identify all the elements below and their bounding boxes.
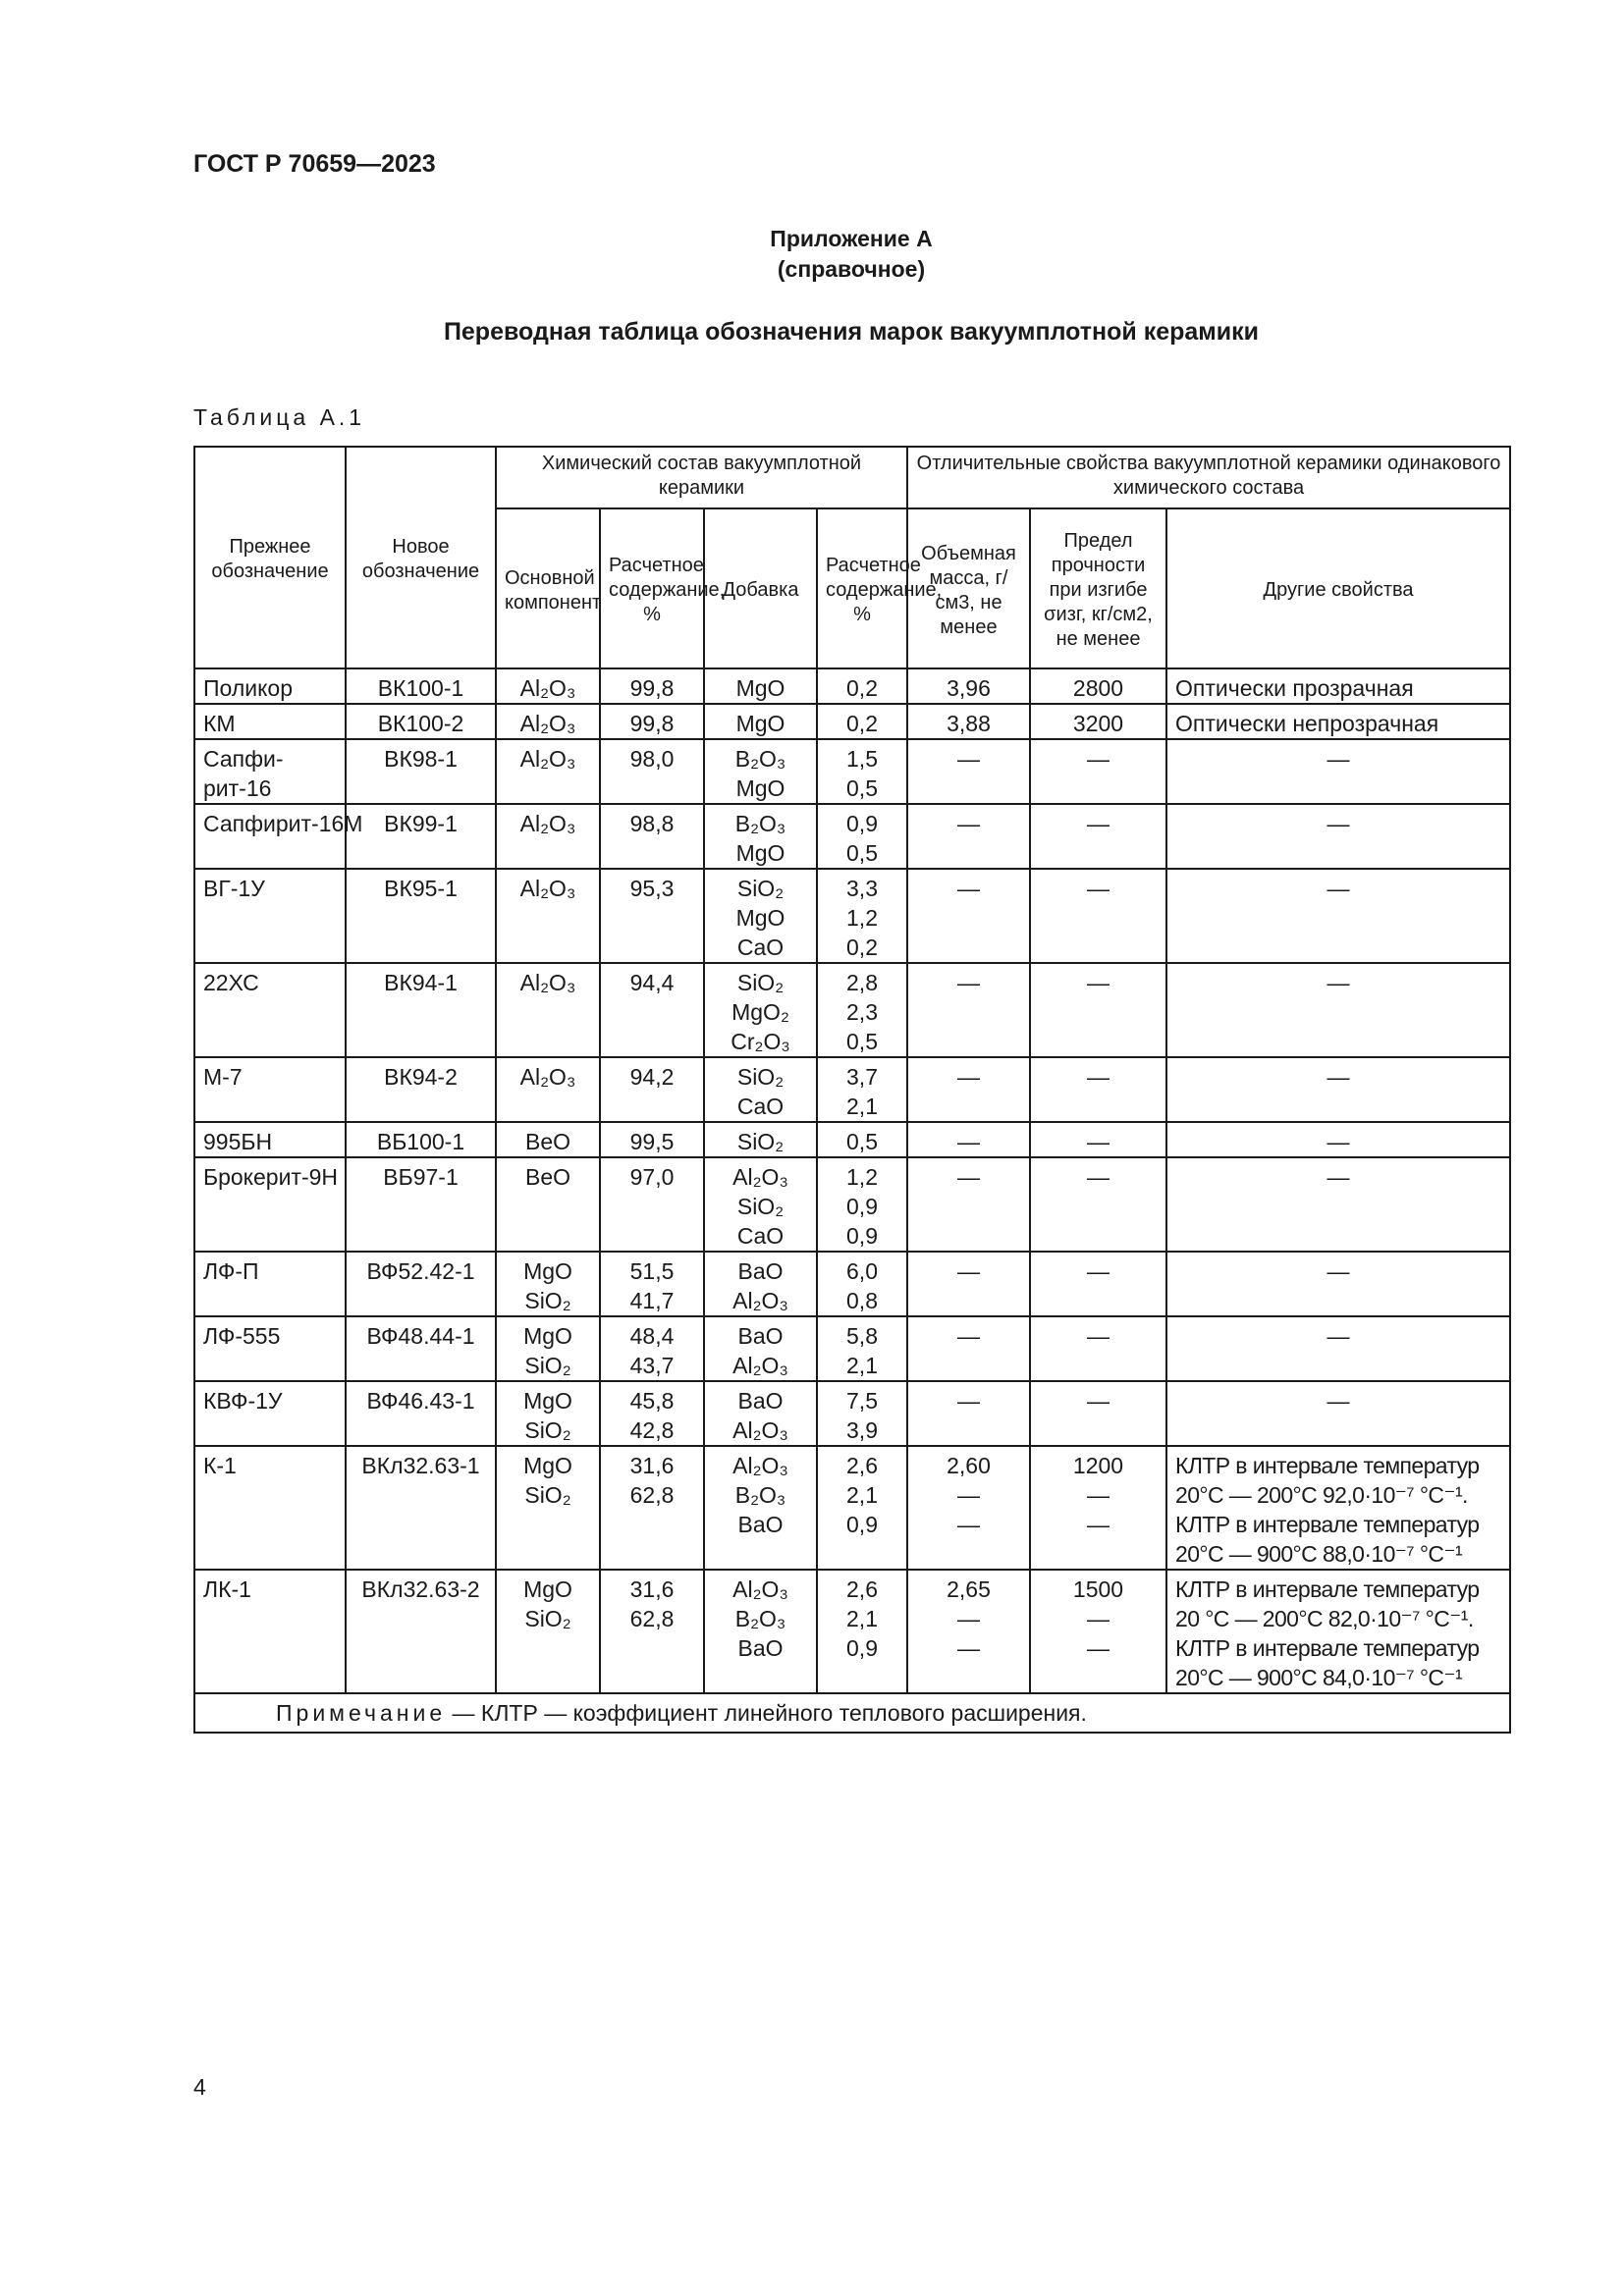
table-row <box>194 1316 1510 1381</box>
cell-density <box>907 1316 1030 1381</box>
cell-additive <box>704 1381 817 1446</box>
cell-additive-pct <box>817 1570 907 1693</box>
cell-base-line: MgO <box>523 1258 572 1284</box>
cell-additive-pct <box>817 1122 907 1157</box>
cell-density <box>907 804 1030 869</box>
cell-base-pct <box>600 1057 704 1122</box>
cell-base-pct <box>600 1570 704 1693</box>
cell-additive-pct-line: 3,7 <box>846 1064 878 1090</box>
cell-additive-line: B₂O₃ <box>734 1482 786 1508</box>
cell-strength-line: — <box>1087 1635 1110 1661</box>
cell-additive <box>704 1570 817 1693</box>
cell-additive-line: Al₂O₃ <box>732 1453 788 1478</box>
cell-strength-line: 1500 <box>1072 1576 1124 1602</box>
cell-additive <box>704 1057 817 1122</box>
cell-additive-pct <box>817 704 907 739</box>
cell-additive <box>704 739 817 804</box>
cell-additive-pct-line: 0,9 <box>846 1194 878 1219</box>
cell-other: — <box>1166 1057 1510 1122</box>
cell-old: КВФ-1У <box>194 1381 346 1446</box>
cell-strength-line: 1200 <box>1072 1453 1124 1478</box>
cell-additive-pct <box>817 1316 907 1381</box>
cell-strength <box>1030 739 1166 804</box>
cell-new: ВКл32.63-1 <box>346 1446 496 1570</box>
cell-base-pct-line: 43,7 <box>629 1353 675 1378</box>
cell-other: — <box>1166 1252 1510 1316</box>
cell-density <box>907 1157 1030 1252</box>
cell-strength <box>1030 963 1166 1057</box>
cell-additive <box>704 1446 817 1570</box>
cell-new: ВК94-2 <box>346 1057 496 1122</box>
cell-additive-line: Al₂O₃ <box>732 1353 788 1378</box>
cell-base-pct <box>600 739 704 804</box>
table-note <box>194 1693 1510 1733</box>
cell-additive-pct-line: 0,2 <box>846 711 878 736</box>
cell-additive <box>704 1316 817 1381</box>
cell-base <box>496 1252 600 1316</box>
cell-additive-pct <box>817 668 907 704</box>
cell-old: Сапфирит-16М <box>194 804 346 869</box>
col-other-properties: Другие свойства <box>1166 508 1510 668</box>
cell-base-pct-line: 51,5 <box>629 1258 675 1284</box>
cell-base-pct <box>600 668 704 704</box>
cell-base-pct-line: 42,8 <box>629 1417 675 1443</box>
table-row <box>194 1381 1510 1446</box>
table-row <box>194 804 1510 869</box>
page-title: Переводная таблица обозначения марок вакуумплотной керамики <box>443 318 1260 346</box>
cell-additive-pct-line: 0,5 <box>846 840 878 866</box>
cell-density-line: — <box>957 876 981 901</box>
cell-base-pct-line: 45,8 <box>629 1388 675 1414</box>
cell-additive-pct-line: 0,8 <box>846 1288 878 1313</box>
cell-additive-line: Al₂O₃ <box>732 1417 788 1443</box>
cell-strength <box>1030 1446 1166 1570</box>
cell-strength <box>1030 1570 1166 1693</box>
cell-base <box>496 739 600 804</box>
cell-additive-line: SiO₂ <box>736 876 785 901</box>
cell-density-line: 2,60 <box>947 1453 991 1478</box>
cell-density-line: — <box>957 1129 981 1154</box>
cell-strength-line: — <box>1087 811 1110 836</box>
cell-additive-pct <box>817 869 907 963</box>
cell-base <box>496 1570 600 1693</box>
cell-new: ВБ100-1 <box>346 1122 496 1157</box>
cell-density-line: 3,88 <box>947 711 991 736</box>
cell-base <box>496 704 600 739</box>
cell-strength <box>1030 668 1166 704</box>
cell-base-pct-line: 48,4 <box>629 1323 675 1349</box>
cell-density <box>907 963 1030 1057</box>
cell-base-line: SiO₂ <box>524 1606 571 1631</box>
cell-strength <box>1030 804 1166 869</box>
cell-new: ВФ46.43-1 <box>346 1381 496 1446</box>
cell-base-pct-line: 99,8 <box>629 675 675 701</box>
table-row <box>194 1157 1510 1252</box>
cell-additive-pct-line: 1,2 <box>846 1164 878 1190</box>
table-row <box>194 1057 1510 1122</box>
cell-strength-line: — <box>1087 746 1110 772</box>
cell-base-pct <box>600 704 704 739</box>
table-row <box>194 1252 1510 1316</box>
cell-base-line: MgO <box>523 1576 572 1602</box>
cell-old: ЛК-1 <box>194 1570 346 1693</box>
cell-other: — <box>1166 804 1510 869</box>
cell-additive-line: MgO <box>735 905 785 931</box>
cell-density <box>907 704 1030 739</box>
cell-additive-line: B₂O₃ <box>734 1606 786 1631</box>
cell-new: ВКл32.63-2 <box>346 1570 496 1693</box>
cell-additive-line: MgO <box>735 840 785 866</box>
cell-base-line: SiO₂ <box>524 1288 571 1313</box>
cell-new: ВК99-1 <box>346 804 496 869</box>
cell-base-line: MgO <box>523 1323 572 1349</box>
cell-other: — <box>1166 1157 1510 1252</box>
cell-strength-line: — <box>1087 1164 1110 1190</box>
cell-base-line: SiO₂ <box>524 1482 571 1508</box>
cell-strength <box>1030 1252 1166 1316</box>
table-row <box>194 704 1510 739</box>
cell-base-pct <box>600 1316 704 1381</box>
cell-strength-line: — <box>1087 1512 1110 1537</box>
cell-base-line: SiO₂ <box>524 1353 571 1378</box>
cell-strength-line: 3200 <box>1072 711 1124 736</box>
cell-new: ВБ97-1 <box>346 1157 496 1252</box>
cell-base <box>496 1057 600 1122</box>
cell-base-line: Al₂O₃ <box>519 711 576 736</box>
cell-new: ВК100-1 <box>346 668 496 704</box>
cell-other: КЛТР в интервале температур 20 °C — 200°C 82,0·10⁻⁷ °C⁻¹. КЛТР в интервале температур 20°C — 900°C 84,0·10⁻⁷ °C⁻¹ <box>1166 1570 1510 1693</box>
cell-additive-line: CaO <box>736 1094 785 1119</box>
cell-base-pct-line: 97,0 <box>629 1164 675 1190</box>
cell-additive <box>704 963 817 1057</box>
cell-base-pct-line: 99,8 <box>629 711 675 736</box>
cell-base-pct-line: 94,4 <box>629 970 675 995</box>
cell-base-line: MgO <box>523 1453 572 1478</box>
table-row <box>194 963 1510 1057</box>
col-calc-content: Расчетное содержание, % <box>600 508 704 668</box>
cell-additive-pct-line: 0,5 <box>846 775 878 801</box>
cell-strength-line: — <box>1087 876 1110 901</box>
cell-density-line: — <box>957 1323 981 1349</box>
cell-new: ВФ48.44-1 <box>346 1316 496 1381</box>
cell-other: — <box>1166 869 1510 963</box>
cell-density-line: — <box>957 1635 981 1661</box>
cell-additive <box>704 869 817 963</box>
cell-strength <box>1030 1157 1166 1252</box>
cell-additive-pct-line: 0,2 <box>846 934 878 960</box>
cell-additive-line: Al₂O₃ <box>732 1164 788 1190</box>
cell-additive-line: MgO <box>735 711 785 736</box>
cell-additive <box>704 704 817 739</box>
cell-additive-line: CaO <box>736 934 785 960</box>
col-old-designation: Прежнее обозначение <box>194 447 346 668</box>
note-text: — КЛТР — коэффициент линейного теплового расширения. <box>452 1700 1087 1726</box>
cell-additive-line: Cr₂O₃ <box>731 1029 790 1054</box>
cell-base <box>496 1446 600 1570</box>
page-number: 4 <box>193 2074 206 2100</box>
table-row <box>194 869 1510 963</box>
col-density: Объемная масса, г/см3, не менее <box>907 508 1030 668</box>
cell-strength <box>1030 1122 1166 1157</box>
cell-additive-line: SiO₂ <box>736 970 785 995</box>
cell-base-line: BeO <box>524 1164 571 1190</box>
cell-old: КМ <box>194 704 346 739</box>
cell-density <box>907 1252 1030 1316</box>
cell-strength-line: — <box>1087 1064 1110 1090</box>
cell-base-line: Al₂O₃ <box>519 811 576 836</box>
cell-additive-pct <box>817 1252 907 1316</box>
cell-additive-line: SiO₂ <box>736 1194 785 1219</box>
col-additive-content: Расчетное содержание, % <box>817 508 907 668</box>
cell-base-pct-line: 95,3 <box>629 876 675 901</box>
cell-additive-pct <box>817 739 907 804</box>
col-main-component: Основной компонент <box>496 508 600 668</box>
cell-other: — <box>1166 963 1510 1057</box>
cell-other: Оптически прозрачная <box>1166 668 1510 704</box>
cell-base <box>496 1122 600 1157</box>
cell-base-pct-line: 41,7 <box>629 1288 675 1313</box>
cell-additive-line: SiO₂ <box>736 1129 785 1154</box>
cell-additive-pct-line: 6,0 <box>846 1258 878 1284</box>
cell-strength <box>1030 1316 1166 1381</box>
cell-additive <box>704 668 817 704</box>
appendix-type: (справочное) <box>777 256 926 282</box>
cell-base-pct <box>600 1381 704 1446</box>
cell-density-line: 3,96 <box>947 675 991 701</box>
cell-strength <box>1030 1057 1166 1122</box>
document-code: ГОСТ Р 70659—2023 <box>193 150 436 178</box>
cell-additive-pct-line: 2,3 <box>846 999 878 1025</box>
cell-additive-pct-line: 0,2 <box>846 675 878 701</box>
cell-base-line: BeO <box>524 1129 571 1154</box>
cell-strength-line: 2800 <box>1072 675 1124 701</box>
cell-new: ВК94-1 <box>346 963 496 1057</box>
cell-additive-line: BaO <box>737 1635 784 1661</box>
cell-additive-line: B₂O₃ <box>734 811 786 836</box>
cell-old: Брокерит-9Н <box>194 1157 346 1252</box>
cell-new: ВК100-2 <box>346 704 496 739</box>
cell-density <box>907 1446 1030 1570</box>
cell-additive <box>704 1122 817 1157</box>
cell-additive-pct <box>817 1446 907 1570</box>
cell-additive-pct <box>817 963 907 1057</box>
note-label: Примечание <box>276 1700 447 1726</box>
cell-density <box>907 739 1030 804</box>
cell-additive <box>704 804 817 869</box>
cell-base <box>496 1316 600 1381</box>
col-group-properties: Отличительные свойства вакуумплотной керамики одинакового химического состава <box>907 447 1510 508</box>
cell-additive-pct-line: 2,1 <box>846 1482 878 1508</box>
cell-base <box>496 869 600 963</box>
cell-base-pct-line: 99,5 <box>629 1129 675 1154</box>
cell-base-pct <box>600 1122 704 1157</box>
cell-strength <box>1030 704 1166 739</box>
col-additive: Добавка <box>704 508 817 668</box>
cell-additive-pct-line: 2,1 <box>846 1094 878 1119</box>
cell-base-line: Al₂O₃ <box>519 876 576 901</box>
cell-other: КЛТР в интервале температур 20°C — 200°C 92,0·10⁻⁷ °C⁻¹. КЛТР в интервале температур 20°C — 900°C 88,0·10⁻⁷ °C⁻¹ <box>1166 1446 1510 1570</box>
cell-additive-pct <box>817 1381 907 1446</box>
cell-density <box>907 1570 1030 1693</box>
cell-new: ВК98-1 <box>346 739 496 804</box>
table-row <box>194 668 1510 704</box>
cell-strength <box>1030 1381 1166 1446</box>
cell-base-pct-line: 98,8 <box>629 811 675 836</box>
cell-density <box>907 1122 1030 1157</box>
cell-additive <box>704 1252 817 1316</box>
cell-old: Сапфи-рит-16 <box>194 739 346 804</box>
cell-strength-line: — <box>1087 1606 1110 1631</box>
cell-strength-line: — <box>1087 970 1110 995</box>
cell-base-pct-line: 31,6 <box>629 1453 675 1478</box>
cell-density-line: — <box>957 811 981 836</box>
cell-additive-pct-line: 1,5 <box>846 746 878 772</box>
cell-base <box>496 804 600 869</box>
cell-additive-line: Al₂O₃ <box>732 1288 788 1313</box>
cell-additive-line: MgO <box>735 675 785 701</box>
cell-base-pct <box>600 804 704 869</box>
cell-strength-line: — <box>1087 1482 1110 1508</box>
cell-additive-line: Al₂O₃ <box>732 1576 788 1602</box>
cell-base-pct <box>600 1157 704 1252</box>
cell-density-line: — <box>957 1064 981 1090</box>
cell-density-line: — <box>957 746 981 772</box>
cell-additive-pct-line: 2,1 <box>846 1606 878 1631</box>
cell-base-pct-line: 31,6 <box>629 1576 675 1602</box>
cell-base-line: MgO <box>523 1388 572 1414</box>
cell-base-pct <box>600 869 704 963</box>
cell-density-line: 2,65 <box>947 1576 991 1602</box>
table-row <box>194 739 1510 804</box>
cell-additive-line: B₂O₃ <box>734 746 786 772</box>
cell-additive-pct-line: 7,5 <box>846 1388 878 1414</box>
cell-strength <box>1030 869 1166 963</box>
cell-base-line: Al₂O₃ <box>519 1064 576 1090</box>
cell-base-pct-line: 94,2 <box>629 1064 675 1090</box>
cell-base <box>496 1381 600 1446</box>
table-row <box>194 1446 1510 1570</box>
cell-base-pct-line: 62,8 <box>629 1482 675 1508</box>
cell-additive-pct-line: 2,8 <box>846 970 878 995</box>
cell-additive-line: BaO <box>737 1388 784 1414</box>
cell-base-pct <box>600 963 704 1057</box>
cell-additive-line: BaO <box>737 1258 784 1284</box>
cell-new: ВК95-1 <box>346 869 496 963</box>
cell-additive-pct-line: 0,9 <box>846 1635 878 1661</box>
cell-additive-pct-line: 2,1 <box>846 1353 878 1378</box>
cell-base-pct-line: 62,8 <box>629 1606 675 1631</box>
cell-density-line: — <box>957 1164 981 1190</box>
cell-base <box>496 963 600 1057</box>
cell-other: — <box>1166 1381 1510 1446</box>
cell-other: Оптически непрозрачная <box>1166 704 1510 739</box>
cell-old: ЛФ-555 <box>194 1316 346 1381</box>
cell-additive-line: BaO <box>737 1323 784 1349</box>
cell-additive-pct-line: 0,9 <box>846 811 878 836</box>
cell-base-line: SiO₂ <box>524 1417 571 1443</box>
cell-other: — <box>1166 1122 1510 1157</box>
cell-base-line: Al₂O₃ <box>519 746 576 772</box>
cell-density-line: — <box>957 970 981 995</box>
cell-additive-line: CaO <box>736 1223 785 1249</box>
col-group-chemical: Химический состав вакуумплотной керамики <box>496 447 907 508</box>
cell-additive-pct-line: 2,6 <box>846 1453 878 1478</box>
cell-base-pct <box>600 1252 704 1316</box>
cell-density <box>907 1057 1030 1122</box>
cell-old: ВГ-1У <box>194 869 346 963</box>
cell-base <box>496 668 600 704</box>
cell-density-line: — <box>957 1512 981 1537</box>
cell-new: ВФ52.42-1 <box>346 1252 496 1316</box>
cell-base-line: Al₂O₃ <box>519 675 576 701</box>
cell-additive-pct-line: 5,8 <box>846 1323 878 1349</box>
cell-additive-line: MgO <box>735 775 785 801</box>
cell-old: 995БН <box>194 1122 346 1157</box>
cell-additive-line: MgO₂ <box>731 999 789 1025</box>
cell-old: М-7 <box>194 1057 346 1122</box>
cell-strength-line: — <box>1087 1129 1110 1154</box>
cell-additive-pct-line: 0,9 <box>846 1512 878 1537</box>
table-row <box>194 1570 1510 1693</box>
cell-strength-line: — <box>1087 1388 1110 1414</box>
cell-density-line: — <box>957 1258 981 1284</box>
col-strength: Предел прочности при изгибе σизг, кг/см2, не менее <box>1030 508 1166 668</box>
cell-additive-pct-line: 0,9 <box>846 1223 878 1249</box>
cell-base-pct <box>600 1446 704 1570</box>
cell-additive-pct-line: 0,5 <box>846 1029 878 1054</box>
cell-additive <box>704 1157 817 1252</box>
cell-additive-pct <box>817 804 907 869</box>
cell-additive-pct-line: 1,2 <box>846 905 878 931</box>
cell-additive-line: BaO <box>737 1512 784 1537</box>
cell-base-pct-line: 98,0 <box>629 746 675 772</box>
cell-additive-pct <box>817 1057 907 1122</box>
cell-additive-pct <box>817 1157 907 1252</box>
cell-old: Поликор <box>194 668 346 704</box>
cell-additive-pct-line: 2,6 <box>846 1576 878 1602</box>
cell-density <box>907 869 1030 963</box>
table-row <box>194 1122 1510 1157</box>
cell-density <box>907 1381 1030 1446</box>
cell-density <box>907 668 1030 704</box>
cell-old: ЛФ-П <box>194 1252 346 1316</box>
cell-other: — <box>1166 1316 1510 1381</box>
cell-old: 22ХС <box>194 963 346 1057</box>
table-label: Таблица А.1 <box>193 404 366 430</box>
cell-strength-line: — <box>1087 1323 1110 1349</box>
ceramics-table <box>193 446 1511 1734</box>
cell-additive-pct-line: 0,5 <box>846 1129 878 1154</box>
cell-density-line: — <box>957 1606 981 1631</box>
appendix-title: Приложение А <box>770 226 933 251</box>
cell-strength-line: — <box>1087 1258 1110 1284</box>
col-new-designation: Новое обозначение <box>346 447 496 668</box>
cell-additive-pct-line: 3,9 <box>846 1417 878 1443</box>
cell-additive-line: SiO₂ <box>736 1064 785 1090</box>
cell-additive-pct-line: 3,3 <box>846 876 878 901</box>
cell-density-line: — <box>957 1388 981 1414</box>
cell-old: К-1 <box>194 1446 346 1570</box>
cell-base-line: Al₂O₃ <box>519 970 576 995</box>
cell-base <box>496 1157 600 1252</box>
cell-density-line: — <box>957 1482 981 1508</box>
cell-other: — <box>1166 739 1510 804</box>
